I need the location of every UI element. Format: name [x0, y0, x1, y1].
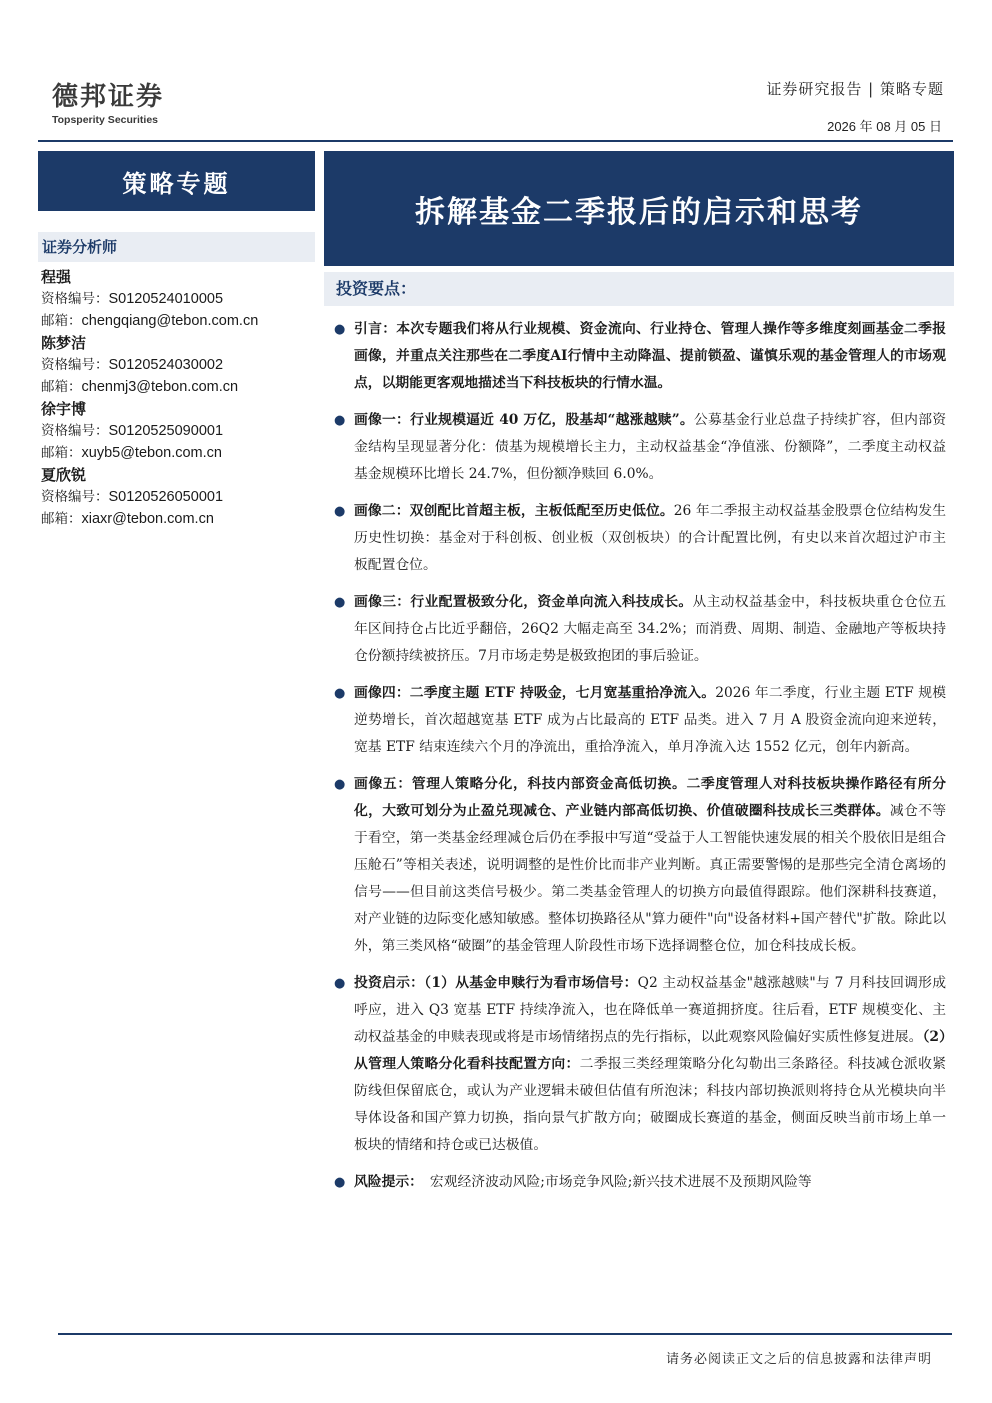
- analyst-cert: [41, 288, 315, 310]
- analyst-cert: [41, 354, 315, 376]
- analyst-email: [41, 376, 315, 398]
- key-point-portrait-4: [328, 680, 946, 761]
- key-points-header: 投资要点：: [324, 272, 954, 306]
- analyst-entry: [41, 464, 315, 530]
- cert-number: S0120526050001: [108, 489, 224, 505]
- bullet-icon: ●: [334, 1175, 346, 1190]
- point-text: Q2 主动权益基金"越涨越赎"与 7 月科技回调形成呼应，进入 Q3 宽基 ETF 持续净流入，也在降低单一赛道拥挤度。往后看，ETF 规模变化、主动权益基金的申赎表现或将是市场情绪拐点的先行指标，以此观察风险偏好实质性修复进展。: [354, 975, 946, 1045]
- analyst-entry: [41, 266, 315, 332]
- report-type: 证券研究报告 | 策略专题: [766, 80, 944, 98]
- point-lead: 引言：本次专题我们将从行业规模、资金流向、行业持仓、管理人操作等多维度刻画基金二季报画像，并重点关注那些在二季度AI行情中主动降温、提前锁盈、谨慎乐观的基金管理人的市场观点，以期能更客观地描述当下科技板块的行情水温。: [354, 321, 946, 391]
- page-header: [0, 0, 992, 150]
- cert-label: 资格编号：: [41, 291, 109, 307]
- company-logo: [52, 82, 164, 126]
- point-lead: 画像四：二季度主题 ETF 持吸金，七月宽基重拾净流入。: [354, 685, 716, 701]
- key-point-portrait-1: [328, 407, 946, 488]
- point-text: 从主动权益基金中，科技板块重仓仓位五年区间持仓占比近乎翻倍，26Q2 大幅走高至 34.2%；而消费、周期、制造、金融地产等板块持仓份额持续被挤压。7月市场走势是极致抱团的事后验证。: [354, 594, 947, 664]
- key-point-portrait-2: [328, 498, 946, 579]
- analyst-email: [41, 442, 315, 464]
- point-lead: 画像一：行业规模逼近 40 万亿，股基却“越涨越赎”。: [354, 412, 694, 428]
- point-text: 宏观经济波动风险;市场竞争风险;新兴技术进展不及预期风险等: [416, 1174, 812, 1190]
- cert-number: S0120524010005: [108, 291, 224, 307]
- key-point-risk: [328, 1169, 946, 1196]
- footer-disclaimer: 请务必阅读正文之后的信息披露和法律声明: [665, 1352, 932, 1367]
- cert-label: 资格编号：: [41, 357, 109, 373]
- bullet-icon: ●: [334, 504, 346, 519]
- logo-english: Topsperity Securities: [52, 114, 159, 126]
- bullet-icon: ●: [334, 413, 346, 428]
- analyst-list: [38, 266, 315, 530]
- email-link[interactable]: chenmj3@tebon.com.cn: [81, 379, 239, 395]
- report-date: 2026 年 08 月 05 日: [827, 119, 942, 134]
- key-points-list: [328, 316, 946, 1206]
- email-link[interactable]: chengqiang@tebon.com.cn: [81, 313, 259, 329]
- analyst-entry: [41, 398, 315, 464]
- report-title: 拆解基金二季报后的启示和思考: [415, 194, 863, 230]
- analyst-entry: [41, 332, 315, 398]
- cert-label: 资格编号：: [41, 489, 109, 505]
- bullet-icon: ●: [334, 777, 346, 792]
- point-text-secondary: 二季报三类经理策略分化勾勒出三条路径。科技减仓派收紧防线但保留底仓，或认为产业逻辑未破但估值有所泡沫；科技内部切换派则将持仓从光模块向半导体设备和国产算力切换，指向景气扩散方向；破圈成长赛道的基金，侧面反映当前市场上单一板块的情绪和持仓或已达极值。: [354, 1056, 946, 1153]
- analyst-section: [38, 232, 315, 530]
- analyst-name: 程强: [41, 268, 72, 286]
- point-lead: 画像二：双创配比首超主板，主板低配至历史低位。: [354, 503, 674, 519]
- footer-divider: [58, 1333, 952, 1335]
- cert-number: S0120524030002: [108, 357, 224, 373]
- analyst-cert: [41, 420, 315, 442]
- email-label: 邮箱：: [41, 445, 82, 461]
- point-lead: 画像五：管理人策略分化，科技内部资金高低切换。二季度管理人对科技板块操作路径有所分化，大致可划分为止盈兑现减仓、产业链内部高低切换、价值破圈科技成长三类群体。: [354, 776, 946, 819]
- bullet-icon: ●: [334, 322, 346, 337]
- header-divider: [38, 140, 953, 142]
- bullet-icon: ●: [334, 595, 346, 610]
- key-point-investment-insight: [328, 970, 946, 1159]
- analyst-name: 夏欣锐: [41, 466, 87, 484]
- analyst-cert: [41, 486, 315, 508]
- point-lead: 风险提示：: [354, 1174, 417, 1190]
- email-link[interactable]: xuyb5@tebon.com.cn: [81, 445, 222, 461]
- category-banner: [38, 151, 315, 211]
- point-lead-secondary: （2）从管理人策略分化看科技配置方向：: [354, 1029, 946, 1072]
- analyst-email: [41, 310, 315, 332]
- email-label: 邮箱：: [41, 313, 82, 329]
- key-point-intro: [328, 316, 946, 397]
- email-label: 邮箱：: [41, 511, 82, 527]
- analyst-name: 徐宇博: [41, 400, 87, 418]
- logo-chinese: 德邦证券: [52, 82, 165, 112]
- email-label: 邮箱：: [41, 379, 82, 395]
- key-point-portrait-3: [328, 589, 946, 670]
- bullet-icon: ●: [334, 976, 346, 991]
- category-title: 策略专题: [122, 168, 231, 198]
- point-lead: 画像三：行业配置极致分化，资金单向流入科技成长。: [354, 594, 693, 610]
- cert-number: S0120525090001: [108, 423, 224, 439]
- title-banner: [324, 151, 954, 266]
- cert-label: 资格编号：: [41, 423, 109, 439]
- point-lead: 投资启示：（1）从基金申赎行为看市场信号：: [354, 975, 638, 991]
- point-text: 减仓不等于看空，第一类基金经理减仓后仍在季报中写道“受益于人工智能快速发展的相关个股依旧是组合压舱石”等相关表述，说明调整的是性价比而非产业判断。真正需要警惕的是那些完全清仓离场的信号——但目前这类信号极少。第二类基金管理人的切换方向最值得跟踪。他们深耕科技赛道，对产业链的边际变化感知敏感。整体切换路径从"算力硬件"向"设备材料+国产替代"扩散。除此以外，第三类风格“破圈”的基金管理人阶段性市场下选择调整仓位，加仓科技成长板。: [354, 803, 947, 954]
- analyst-email: [41, 508, 315, 530]
- point-text: 2026 年二季度，行业主题 ETF 规模逆势增长，首次超越宽基 ETF 成为占比最高的 ETF 品类。进入 7 月 A 股资金流向迎来逆转，宽基 ETF 结束连续六个月的净流出，重拾净流入，单月净流入达 1552 亿元，创年内新高。: [354, 685, 946, 755]
- email-link[interactable]: xiaxr@tebon.com.cn: [81, 511, 214, 527]
- key-point-portrait-5: [328, 771, 946, 960]
- analyst-name: 陈梦洁: [41, 334, 87, 352]
- point-text: 公募基金行业总盘子持续扩容，但内部资金结构呈现显著分化：债基为规模增长主力，主动权益基金“净值涨、份额降”，二季度主动权益基金规模环比增长 24.7%，但份额净赎回 6.0%。: [354, 412, 947, 482]
- analyst-section-title: 证券分析师: [38, 232, 315, 262]
- bullet-icon: ●: [334, 686, 346, 701]
- point-text: 26 年二季报主动权益基金股票仓位结构发生历史性切换：基金对于科创板、创业板（双创板块）的合计配置比例，有史以来首次超过沪市主板配置仓位。: [354, 503, 946, 573]
